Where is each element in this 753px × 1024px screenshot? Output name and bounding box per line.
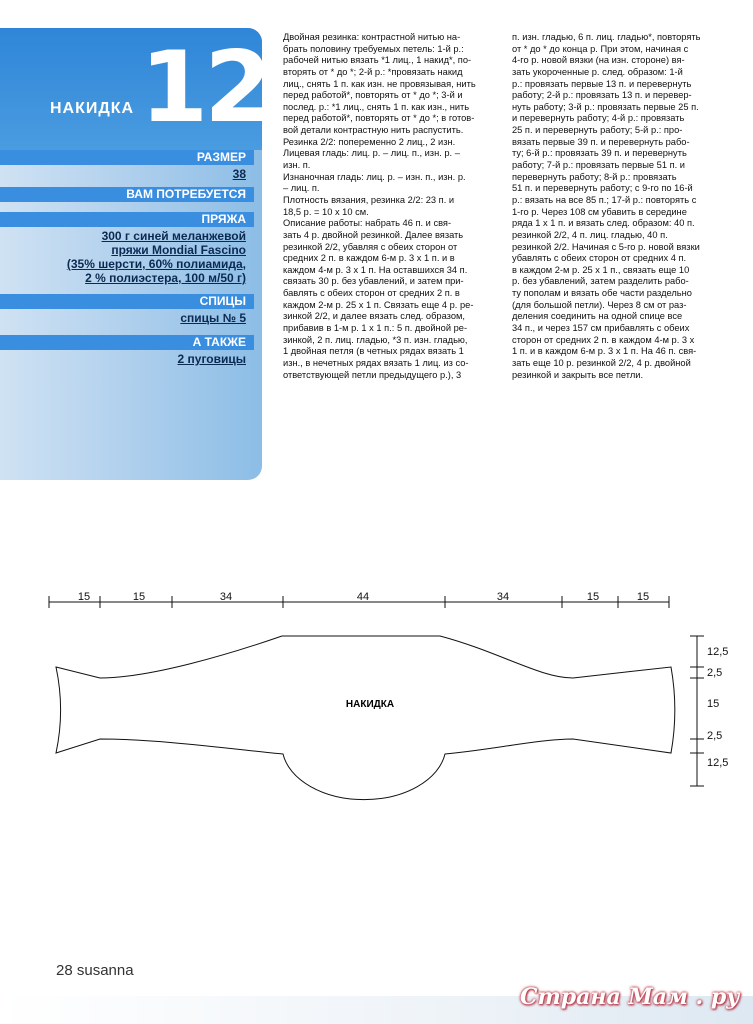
text-line: послед. р.: *1 лиц., снять 1 п. как изн., нить — [283, 101, 470, 112]
instructions-column-2 — [512, 32, 700, 381]
yarn-line: 300 г синей меланжевой — [101, 229, 246, 243]
text-line: зать еще 10 р. резинкой 2/2, 4 р. двойной — [512, 357, 691, 368]
dim-top: 15 — [636, 591, 650, 603]
text-line: Двойная резинка: контрастной нитью на- — [283, 32, 461, 42]
text-line: от * до * до конца р. При этом, начиная с — [512, 43, 689, 54]
piece-label: НАКИДКА — [345, 699, 395, 710]
text-line: 25 п. и перевернуть работу; 5-й р.: про- — [512, 125, 683, 136]
text-line: нуть работу; 3-й р.: провязать первые 25 п. — [512, 101, 699, 112]
text-line: р.: провязать первые 13 п. и перевернуть — [512, 78, 692, 89]
text-line: – лиц. п. — [283, 183, 320, 194]
text-line: резинкой 2/2. Начиная с 5-го р. новой вязки — [512, 241, 700, 252]
text-line: р.: вязать на все 85 п.; 17-й р.: повторять с — [512, 194, 697, 205]
text-line: резинкой и закрыть все петли. — [512, 369, 644, 380]
dim-right: 12,5 — [707, 646, 729, 658]
extras-heading: А ТАКЖЕ — [0, 335, 254, 350]
text-line: изн. п. — [283, 160, 311, 171]
text-line: лиц., снять 1 п. как изн. не провязывая, нить — [283, 78, 476, 89]
size-value: 38 — [232, 167, 246, 181]
dim-right: 2,5 — [707, 730, 723, 742]
text-line: в каждом 2-м р. 25 х 1 п., связать еще 10 — [512, 264, 690, 275]
page-footer — [56, 962, 134, 979]
text-line: работу; 7-й р.: провязать первые 51 п. и — [512, 160, 685, 171]
dim-top: 34 — [496, 591, 510, 603]
text-line: Лицевая гладь: лиц. р. – лиц. п., изн. р. – — [283, 148, 460, 159]
text-line: рабочей нитью вязать *1 лиц., 1 накид*, по- — [283, 55, 472, 66]
dim-right: 12,5 — [707, 757, 729, 769]
text-line: зинкой, 2 п. лиц. гладью, *3 п. изн. гладью, — [283, 334, 468, 345]
text-line: ряда 1 х 1 п. и вязать след. образом: 40 п. — [512, 218, 695, 229]
text-line: ответствующей петли предыдущего р.), 3 — [283, 369, 462, 380]
text-line: брать половину требуемых петель: 1-й р.: — [283, 43, 464, 54]
magazine-name: susanna — [76, 962, 134, 979]
shawl-outline — [56, 636, 675, 800]
text-line: 51 п. и перевернуть работу; с 9-го по 16-й — [512, 183, 693, 194]
dim-right: 15 — [707, 698, 720, 710]
text-line: зинкой 2/2, и далее вязать след. образом, — [283, 311, 465, 322]
text-line: изн., в нечетных рядах вязать 1 лиц. из со- — [283, 357, 469, 368]
materials-heading: ВАМ ПОТРЕБУЕТСЯ — [0, 187, 254, 202]
text-line: каждом 4-м р. 3 х 1 п. На оставшихся 34 п. — [283, 264, 468, 275]
text-line: средних 2 п. в каждом 6-м р. 3 х 1 п. и в — [283, 253, 455, 264]
yarn-line: (35% шерсти, 60% полиамида, — [66, 257, 246, 271]
yarn-line: 2 % полиэстера, 100 м/50 г) — [85, 271, 246, 285]
site-watermark: Страна Мам . ру — [520, 984, 740, 1010]
text-line: 1 двойная петля (в четных рядах вязать 1 — [283, 346, 464, 357]
text-line: 1 п. и в каждом 6-м р. 3 х 1 п. На 46 п. свя- — [512, 346, 697, 357]
extras-value: 2 пуговицы — [177, 352, 246, 366]
text-line: 18,5 р. = 10 х 10 см. — [283, 206, 369, 217]
text-line: 34 п., и через 157 см прибавлять с обеих — [512, 323, 690, 334]
dim-top: 15 — [586, 591, 600, 603]
text-line: деления соединить на одной спице все — [512, 311, 683, 322]
text-line: р. без убавлений, затем разделить рабо- — [512, 276, 689, 287]
text-line: зать укороченные р. след. образом: 1-й — [512, 66, 683, 77]
pattern-title: НАКИДКА — [50, 100, 135, 117]
text-line: ту пополам и вязать обе части раздельно — [512, 288, 692, 299]
text-line: каждом 2-м р. 25 х 1 п. Связать еще 4 р. ре- — [283, 299, 474, 310]
needles-heading: СПИЦЫ — [0, 294, 254, 309]
dim-right: 2,5 — [707, 667, 723, 679]
page-number: 28 — [56, 962, 73, 979]
text-line: и перевернуть работу; 4-й р.: провязать — [512, 113, 685, 124]
dim-top: 34 — [219, 591, 233, 603]
dim-top: 15 — [77, 591, 91, 603]
text-line: связать 30 р. без убавлений, и затем при- — [283, 276, 464, 287]
pattern-number: 12 — [140, 31, 269, 145]
text-line: перед работой*, повторять от * до *; 3-й и — [283, 90, 463, 101]
text-line: перевернуть работу; 8-й р.: провязать — [512, 171, 677, 182]
text-line: вязать первые 39 п. и перевернуть рабо- — [512, 136, 690, 147]
text-line: Описание работы: набрать 46 п. и свя- — [283, 218, 452, 229]
yarn-line: пряжи Mondial Fascino — [111, 243, 246, 257]
text-line: резинкой 2/2, 4 п. лиц. гладью, 40 п. — [512, 229, 668, 240]
size-heading: РАЗМЕР — [0, 150, 254, 165]
text-line: Изнаночная гладь: лиц. р. – изн. п., изн. р. — [283, 171, 466, 182]
text-line: Резинка 2/2: попеременно 2 лиц., 2 изн. — [283, 136, 456, 147]
text-line: резинкой 2/2, убавляя с обеих сторон от — [283, 241, 458, 252]
text-line: бавлять с обеих сторон от средних 2 п. в — [283, 288, 460, 299]
text-line: сторон от средних 2 п. в каждом 4-м р. 3 х — [512, 334, 695, 345]
text-line: перед работой*, повторять от * до *; в готов- — [283, 113, 475, 124]
text-line: ту; 6-й р.: провязать 39 п. и перевернуть — [512, 148, 687, 159]
dim-top: 15 — [132, 591, 146, 603]
text-line: работу; 2-й р.: провязать 13 п. и перевер- — [512, 90, 692, 101]
yarn-heading: ПРЯЖА — [0, 212, 254, 227]
instructions-column-1 — [283, 32, 476, 381]
schematic-diagram — [0, 580, 753, 810]
text-line: 4-го р. новой вязки (на изн. стороне) вя- — [512, 55, 685, 66]
text-line: вторять от * до *; 2-й р.: *провязать накид — [283, 66, 463, 77]
text-line: Плотность вязания, резинка 2/2: 23 п. и — [283, 194, 455, 205]
dim-top: 44 — [356, 591, 370, 603]
needles-value: спицы № 5 — [180, 311, 246, 325]
text-line: 1-го р. Через 108 см убавить в середине — [512, 206, 687, 217]
text-line: убавлять с обеих сторон от средних 4 п. — [512, 253, 687, 264]
text-line: прибавив в 1-м р. 1 х 1 п.: 5 п. двойной ре- — [283, 323, 468, 334]
text-line: зать 4 р. двойной резинкой. Далее вязать — [283, 229, 464, 240]
text-line: (для большой петли). Через 8 см от раз- — [512, 299, 687, 310]
text-line: вой детали контрастную нить распустить. — [283, 125, 464, 136]
text-line: п. изн. гладью, 6 п. лиц. гладью*, повторять — [512, 32, 701, 42]
